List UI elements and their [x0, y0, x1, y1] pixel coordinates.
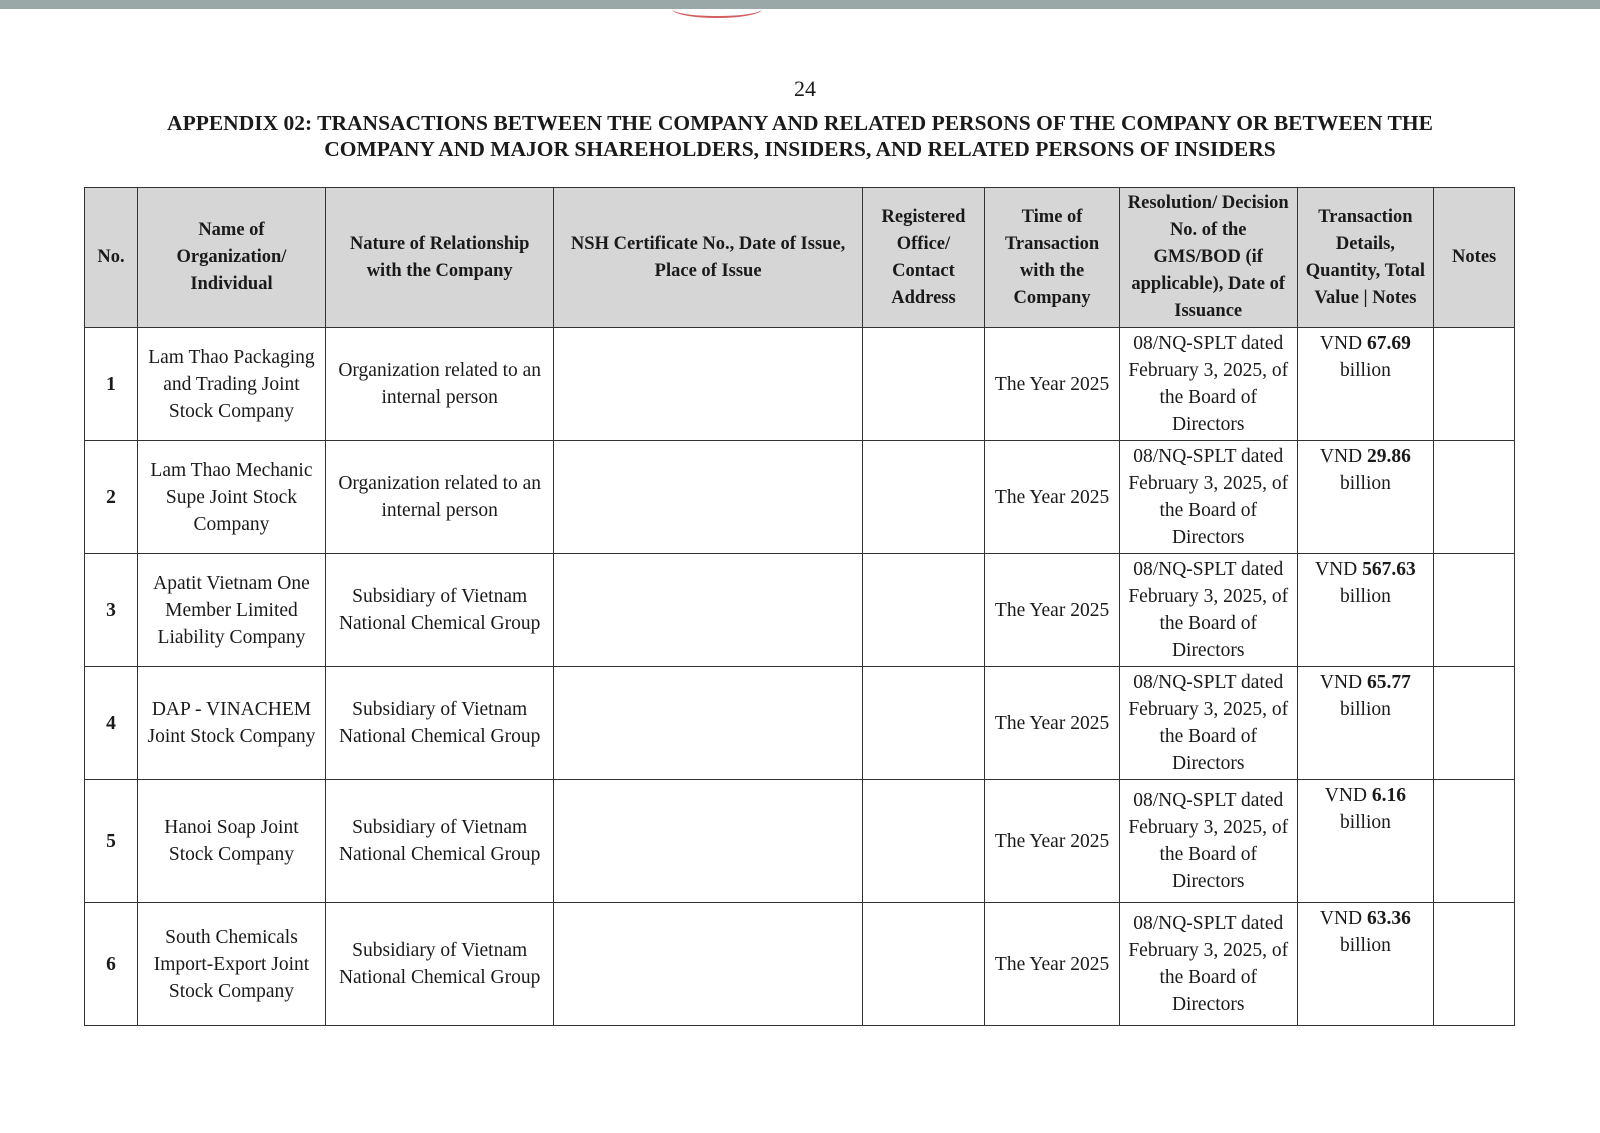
title-line-1: APPENDIX 02: TRANSACTIONS BETWEEN THE COMPANY AND RELATED PERSONS OF THE COMPANY OR BETWEEN THE [167, 111, 1433, 135]
resolution: 08/NQ-SPLT dated February 3, 2025, of the Board of Directors [1119, 554, 1297, 667]
relationship: Subsidiary of Vietnam National Chemical Group [325, 554, 554, 667]
notes [1434, 441, 1515, 554]
currency: VND [1324, 785, 1368, 806]
registered-address [862, 903, 984, 1026]
header-address: Registered Office/ Contact Address [862, 188, 984, 328]
transaction-time: The Year 2025 [985, 667, 1120, 780]
notes [1434, 328, 1515, 441]
nsh-certificate [554, 441, 862, 554]
organization-name: DAP - VINACHEM Joint Stock Company [138, 667, 326, 780]
row-number: 1 [85, 328, 138, 441]
registered-address [862, 667, 984, 780]
organization-name: Hanoi Soap Joint Stock Company [138, 780, 326, 903]
transaction-details [1297, 441, 1434, 554]
nsh-certificate [554, 903, 862, 1026]
relationship: Organization related to an internal person [325, 441, 554, 554]
currency: VND [1319, 446, 1363, 467]
transaction-details [1297, 780, 1434, 903]
relationship: Subsidiary of Vietnam National Chemical Group [325, 903, 554, 1026]
registered-address [862, 780, 984, 903]
header-no: No. [85, 188, 138, 328]
transaction-time: The Year 2025 [985, 903, 1120, 1026]
currency: VND [1315, 559, 1358, 580]
nsh-certificate [554, 554, 862, 667]
currency: VND [1319, 333, 1363, 354]
page-number: 24 [794, 76, 816, 101]
table-row [85, 554, 1515, 667]
row-number: 2 [85, 441, 138, 554]
currency: VND [1319, 672, 1363, 693]
header-notes: Notes [1434, 188, 1515, 328]
seal-fragment [672, 0, 762, 18]
transaction-details [1297, 328, 1434, 441]
nsh-certificate [554, 667, 862, 780]
resolution: 08/NQ-SPLT dated February 3, 2025, of the Board of Directors [1119, 667, 1297, 780]
organization-name: South Chemicals Import-Export Joint Stock Company [138, 903, 326, 1026]
resolution: 08/NQ-SPLT dated February 3, 2025, of the Board of Directors [1119, 441, 1297, 554]
transaction-time: The Year 2025 [985, 328, 1120, 441]
table-row [85, 780, 1515, 903]
amount: 67.69 [1367, 333, 1411, 354]
amount: 567.63 [1362, 559, 1416, 580]
relationship: Subsidiary of Vietnam National Chemical Group [325, 780, 554, 903]
organization-name: Apatit Vietnam One Member Limited Liability Company [138, 554, 326, 667]
amount-unit: billion [1339, 699, 1391, 720]
header-nsh: NSH Certificate No., Date of Issue, Place of Issue [554, 188, 862, 328]
table-row [85, 441, 1515, 554]
table-header-row [85, 188, 1515, 328]
table-row [85, 667, 1515, 780]
transaction-time: The Year 2025 [985, 441, 1120, 554]
header-time: Time of Transaction with the Company [985, 188, 1120, 328]
title-line-2: COMPANY AND MAJOR SHAREHOLDERS, INSIDERS, AND RELATED PERSONS OF INSIDERS [324, 137, 1276, 161]
amount-unit: billion [1339, 473, 1391, 494]
transaction-details [1297, 903, 1434, 1026]
row-number: 4 [85, 667, 138, 780]
amount: 6.16 [1371, 785, 1407, 806]
currency: VND [1319, 908, 1363, 929]
transaction-details [1297, 554, 1434, 667]
header-resolution: Resolution/ Decision No. of the GMS/BOD (if applicable), Date of Issuance [1119, 188, 1297, 328]
notes [1434, 903, 1515, 1026]
transactions-table [84, 187, 1515, 1026]
table-row [85, 903, 1515, 1026]
notes [1434, 554, 1515, 667]
registered-address [862, 554, 984, 667]
resolution: 08/NQ-SPLT dated February 3, 2025, of the Board of Directors [1119, 328, 1297, 441]
transaction-time: The Year 2025 [985, 780, 1120, 903]
resolution: 08/NQ-SPLT dated February 3, 2025, of the Board of Directors [1119, 780, 1297, 903]
amount-unit: billion [1339, 360, 1391, 381]
relationship: Subsidiary of Vietnam National Chemical Group [325, 667, 554, 780]
nsh-certificate [554, 328, 862, 441]
header-relationship: Nature of Relationship with the Company [325, 188, 554, 328]
notes [1434, 667, 1515, 780]
registered-address [862, 441, 984, 554]
row-number: 6 [85, 903, 138, 1026]
amount: 29.86 [1367, 446, 1411, 467]
relationship: Organization related to an internal person [325, 328, 554, 441]
header-name: Name of Organization/ Individual [138, 188, 326, 328]
row-number: 3 [85, 554, 138, 667]
notes [1434, 780, 1515, 903]
organization-name: Lam Thao Mechanic Supe Joint Stock Company [138, 441, 326, 554]
amount-unit: billion [1339, 935, 1391, 956]
amount-unit: billion [1339, 586, 1391, 607]
registered-address [862, 328, 984, 441]
transaction-details [1297, 667, 1434, 780]
header-details: Transaction Details, Quantity, Total Value | Notes [1297, 188, 1434, 328]
transaction-time: The Year 2025 [985, 554, 1120, 667]
amount: 63.36 [1367, 908, 1411, 929]
amount: 65.77 [1367, 672, 1411, 693]
scan-top-border [0, 0, 1600, 9]
nsh-certificate [554, 780, 862, 903]
table-row [85, 328, 1515, 441]
organization-name: Lam Thao Packaging and Trading Joint Stock Company [138, 328, 326, 441]
amount-unit: billion [1339, 812, 1391, 833]
resolution: 08/NQ-SPLT dated February 3, 2025, of the Board of Directors [1119, 903, 1297, 1026]
row-number: 5 [85, 780, 138, 903]
appendix-title [80, 110, 1520, 162]
